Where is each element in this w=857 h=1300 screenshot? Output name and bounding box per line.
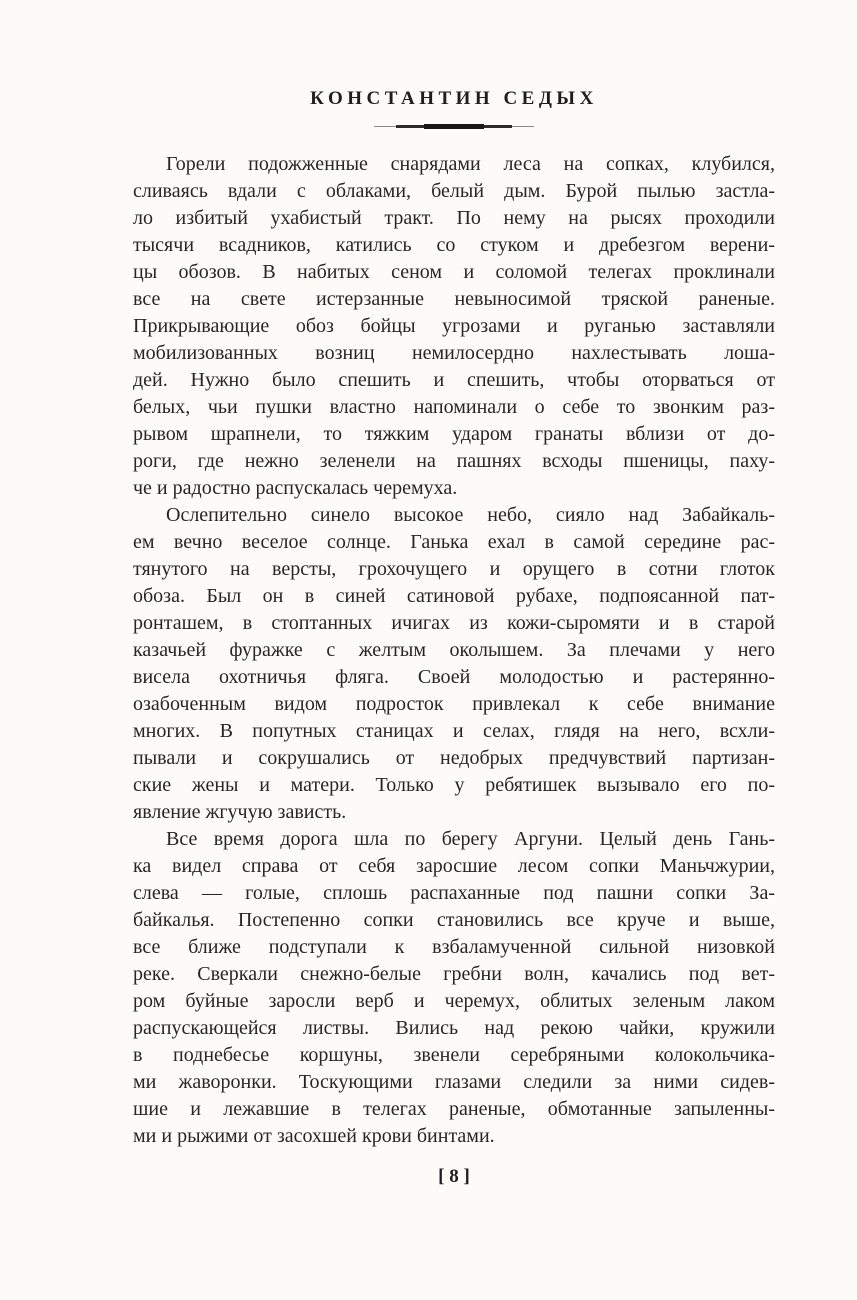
text-line: Все время дорога шла по берегу Аргуни. Целый день Гань- [166,828,775,850]
text-line: рывом шрапнели, то тяжким ударом гранаты вблизи от до- [133,423,775,445]
page-header [133,86,775,130]
text-line: байкалья. Постепенно сопки становились все круче и выше, [133,909,775,931]
text-line: ми жаворонки. Тоскующими глазами следили за ними сидев- [133,1071,775,1093]
text-line: все на свете истерзанные невыносимой тряской раненые. [133,288,775,310]
text-line: тянутого на версты, грохочущего и орущего в сотни глоток [133,558,775,580]
text-line: озабоченным видом подросток привлекал к себе внимание [133,693,775,715]
text-line: висела охотничья фляга. Своей молодостью и растерянно- [133,666,775,688]
text-line: пывали и сокрушались от недобрых предчувствий партизан- [133,747,775,769]
paragraph [133,826,775,1150]
text-line: сливаясь вдали с облаками, белый дым. Бурой пылью застла- [133,180,775,202]
text-line: ронташем, в стоптанных ичигах из кожи-сыромяти и в старой [133,612,775,634]
paragraph [133,502,775,826]
body-text [133,151,775,1150]
text-line: Горели подожженные снарядами леса на сопках, клубился, [166,153,775,175]
text-line: явление жгучую зависть. [133,801,347,823]
text-line: ем вечно веселое солнце. Ганька ехал в самой середине рас- [133,531,775,553]
text-line: мобилизованных возниц немилосердно нахлестывать лоша- [133,342,775,364]
text-line: ка видел справа от себя заросшие лесом сопки Маньчжурии, [133,855,775,877]
text-line: ло избитый ухабистый тракт. По нему на рысях проходили [133,207,775,229]
page-content [133,86,775,1150]
text-line: ром буйные заросли верб и черемух, облитых зеленым лаком [133,990,775,1012]
text-line: Ослепительно синело высокое небо, сияло над Забайкаль- [166,504,775,526]
text-line: ские жены и матери. Только у ребятишек вызывало его по- [133,774,775,796]
text-line: Прикрывающие обоз бойцы угрозами и руганью заставляли [133,315,775,337]
author-header: КОНСТАНТИН СЕДЫХ [310,88,598,109]
text-line: казачьей фуражке с желтым околышем. За плечами у него [133,639,775,661]
text-line: че и радостно распускалась черемуха. [133,477,458,499]
page-number: [ 8 ] [438,1166,470,1187]
text-line: роги, где нежно зеленели на пашнях всходы пшеницы, паху- [133,450,775,472]
text-line: все ближе подступали к взбаламученной сильной низовкой [133,936,775,958]
paragraph [133,151,775,502]
text-line: слева — голые, сплошь распаханные под пашни сопки За- [133,882,775,904]
text-line: дей. Нужно было спешить и спешить, чтобы оторваться от [133,369,775,391]
text-line: в поднебесье коршуны, звенели серебряными колокольчика- [133,1044,775,1066]
text-line: реке. Сверкали снежно-белые гребни волн, качались под вет- [133,963,775,985]
text-line: ми и рыжими от засохшей крови бинтами. [133,1125,495,1147]
text-line: белых, чьи пушки властно напоминали о себе то звонким раз- [133,396,775,418]
text-line: распускающейся листвы. Вились над рекою чайки, кружили [133,1017,775,1039]
text-line: обоза. Был он в синей сатиновой рубахе, подпоясанной пат- [133,585,775,607]
text-line: цы обозов. В набитых сеном и соломой телегах проклинали [133,261,775,283]
text-line: многих. В попутных станицах и селах, глядя на него, всхли- [133,720,775,742]
divider-thick-line [424,124,484,129]
text-line: шие и лежавшие в телегах раненые, обмотанные запыленны- [133,1098,775,1120]
ornamental-divider [374,123,534,130]
text-line: тысячи всадников, катились со стуком и дребезгом верени- [133,234,775,256]
